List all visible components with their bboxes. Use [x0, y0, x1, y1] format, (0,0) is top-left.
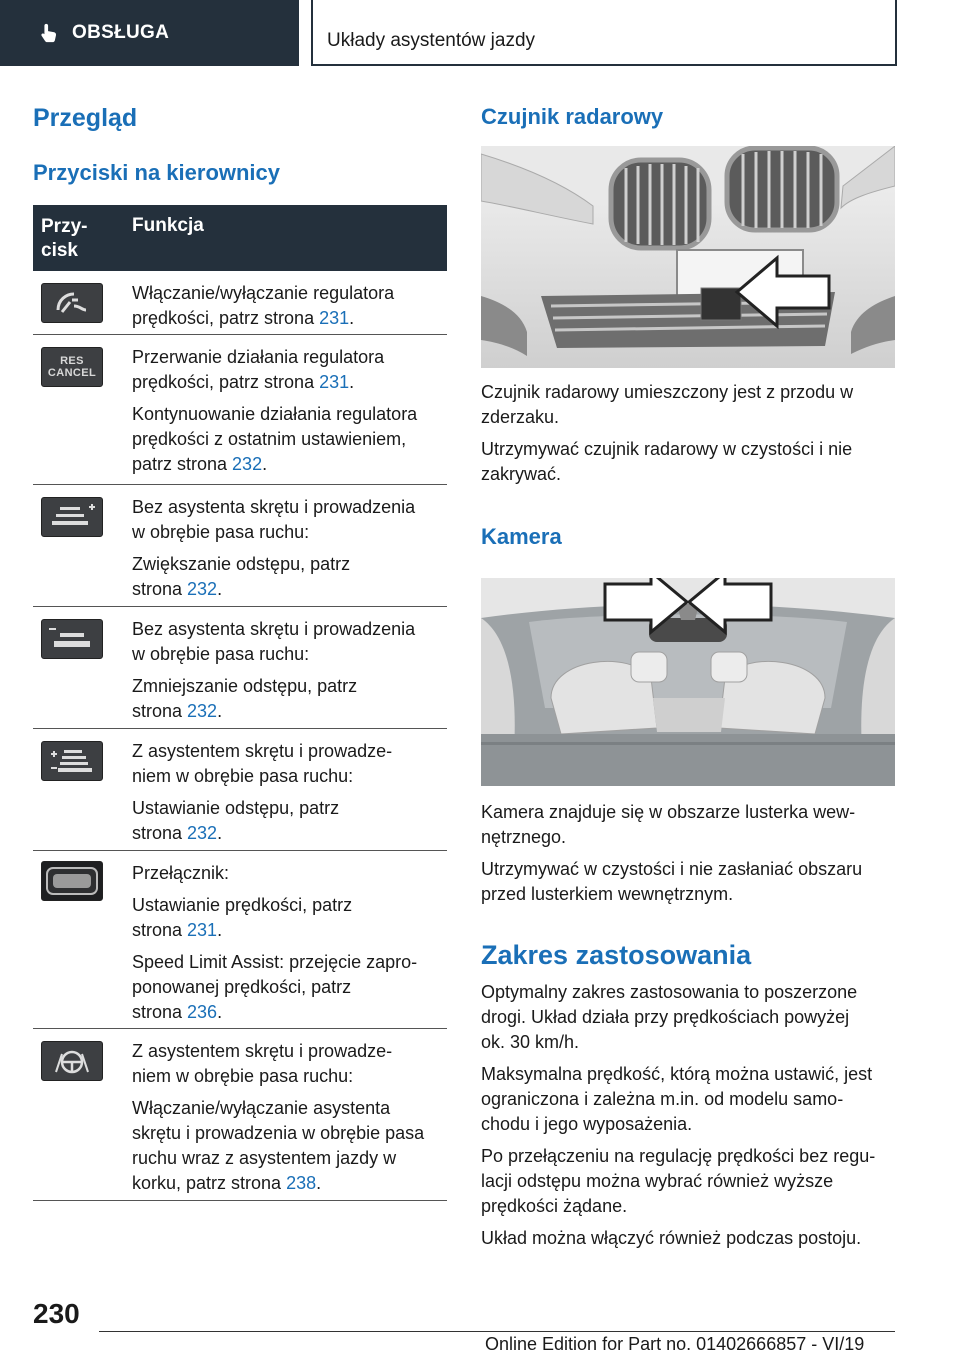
camera-title: Kamera — [481, 524, 562, 549]
table-row — [33, 271, 447, 335]
description-text: patrz strona — [132, 454, 233, 474]
function-description — [132, 345, 444, 484]
distance-decrease-icon — [41, 619, 103, 659]
description-text: Bez asystenta skrętu i prowadzenia — [132, 497, 416, 517]
chapter-title: Układy asystentów jazdy — [327, 30, 536, 51]
description-text: . — [349, 372, 355, 392]
description-paragraph — [132, 950, 444, 1025]
description-text: . — [217, 823, 223, 843]
function-description — [132, 1039, 444, 1203]
section-label: OBSŁUGA — [72, 22, 170, 43]
function-description — [132, 617, 444, 731]
radar-title: Czujnik radarowy — [481, 104, 664, 129]
description-text: . — [217, 920, 223, 940]
page-number: 230 — [33, 1298, 80, 1329]
description-text: ponowanej prędkości, patrz — [132, 977, 352, 997]
section-tab — [0, 0, 299, 66]
res-cancel-icon — [41, 347, 103, 387]
text-line: lacji odstępu można wybrać również wyższe — [481, 1171, 834, 1191]
range-description — [481, 980, 895, 1258]
table-row — [33, 851, 447, 1029]
text-line: prędkości żądane. — [481, 1196, 628, 1216]
text-line: drogi. Układ działa przy prędkościach powyżej — [481, 1007, 850, 1027]
text-line: ok. 30 km/h. — [481, 1032, 580, 1052]
description-text: skrętu i prowadzenia w obrębie pasa — [132, 1123, 425, 1143]
description-text: . — [316, 1173, 322, 1193]
table-row — [33, 335, 447, 485]
description-paragraph — [132, 861, 444, 886]
footer-rule — [99, 1331, 895, 1332]
radar-paragraph-2 — [481, 437, 895, 487]
description-paragraph — [132, 674, 444, 724]
description-paragraph — [132, 739, 444, 789]
description-text: Zmniejszanie odstępu, patrz — [132, 676, 358, 696]
subsection-title: Przyciski na kierownicy — [33, 160, 281, 185]
text-line: nętrznego. — [481, 827, 567, 847]
hand-pointer-icon — [38, 22, 60, 44]
radar-sensor-image — [481, 146, 895, 368]
description-text: Włączanie/wyłączanie regulatora — [132, 283, 395, 303]
text-line: Kamera znajduje się w obszarze lusterka wew- — [481, 802, 856, 822]
col-button-header — [41, 215, 87, 263]
description-paragraph — [132, 796, 444, 846]
button-table — [33, 205, 447, 1201]
page-reference-link[interactable]: 232 — [187, 701, 218, 721]
text-line: przed lusterkiem wewnętrznym. — [481, 884, 734, 904]
text-line: zakrywać. — [481, 464, 562, 484]
description-text: Speed Limit Assist: przejęcie zapro- — [132, 952, 418, 972]
table-row — [33, 1029, 447, 1201]
text-line: Utrzymywać w czystości i nie zasłaniać obszaru — [481, 859, 863, 879]
description-text: niem w obrębie pasa ruchu: — [132, 1066, 354, 1086]
function-description — [132, 281, 444, 338]
page-reference-link[interactable]: 238 — [286, 1173, 317, 1193]
range-title: Zakres zastosowania — [481, 940, 752, 970]
table-row — [33, 607, 447, 729]
description-text: niem w obrębie pasa ruchu: — [132, 766, 354, 786]
description-text: Zwiększanie odstępu, patrz — [132, 554, 351, 574]
page-reference-link[interactable]: 231 — [319, 372, 350, 392]
description-text: Przełącznik: — [132, 863, 230, 883]
button-label-line: CANCEL — [47, 367, 97, 379]
description-text: strona — [132, 701, 188, 721]
description-paragraph — [132, 402, 444, 477]
description-text: . — [217, 701, 223, 721]
description-text: . — [217, 579, 223, 599]
text-line: Optymalny zakres zastosowania to poszerzone — [481, 982, 858, 1002]
description-paragraph — [132, 893, 444, 943]
page-reference-link[interactable]: 236 — [187, 1002, 218, 1022]
description-text: Włączanie/wyłączanie asystenta — [132, 1098, 391, 1118]
description-text: Z asystentem skrętu i prowadze- — [132, 1041, 393, 1061]
description-text: korku, patrz strona — [132, 1173, 287, 1193]
description-text: ruchu wraz z asystentem jazdy w — [132, 1148, 397, 1168]
camera-paragraph-1 — [481, 800, 895, 850]
description-text: strona — [132, 1002, 188, 1022]
description-paragraph — [132, 1039, 444, 1089]
description-text: prędkości, patrz strona — [132, 372, 320, 392]
description-text: Przerwanie działania regulatora — [132, 347, 385, 367]
text-line: Utrzymywać czujnik radarowy w czystości i nie — [481, 439, 853, 459]
description-text: strona — [132, 823, 188, 843]
col-button-header-line: Przy- — [41, 216, 88, 237]
steering-assist-icon — [41, 1041, 103, 1081]
chapter-box — [311, 0, 897, 66]
description-text: . — [217, 1002, 223, 1022]
text-line: chodu i jego wyposażenia. — [481, 1114, 693, 1134]
rocker-switch-icon — [41, 861, 103, 901]
function-description — [132, 495, 444, 609]
text-line: Maksymalna prędkość, którą można ustawić, jest — [481, 1064, 873, 1084]
page-reference-link[interactable]: 231 — [319, 308, 350, 328]
camera-image — [481, 578, 895, 786]
text-line: Układ można włączyć również podczas postoju. — [481, 1228, 862, 1248]
camera-description — [481, 800, 895, 914]
description-paragraph — [132, 281, 444, 331]
button-label-line: RES — [60, 355, 84, 367]
description-paragraph — [132, 495, 444, 545]
description-text: . — [349, 308, 355, 328]
camera-paragraph-2 — [481, 857, 895, 907]
radar-description — [481, 380, 895, 494]
section-title: Przegląd — [33, 104, 138, 132]
table-row — [33, 485, 447, 607]
function-description — [132, 739, 444, 853]
page-header — [0, 0, 960, 66]
edition-note: Online Edition for Part no. 01402666857 - VI/19 — [485, 1334, 865, 1354]
description-text: . — [262, 454, 268, 474]
text-line: Czujnik radarowy umieszczony jest z przodu w — [481, 382, 854, 402]
description-paragraph — [132, 552, 444, 602]
page-reference-link[interactable]: 232 — [187, 579, 218, 599]
table-header — [33, 205, 447, 271]
description-text: strona — [132, 920, 188, 940]
description-text: Z asystentem skrętu i prowadze- — [132, 741, 393, 761]
text-line: zderzaku. — [481, 407, 560, 427]
range-paragraph-4 — [481, 1226, 895, 1251]
range-paragraph-1 — [481, 980, 895, 1055]
description-text: prędkości z ostatnim ustawieniem, — [132, 429, 407, 449]
distance-set-icon — [41, 741, 103, 781]
col-button-header-line: cisk — [41, 240, 78, 261]
text-line: Po przełączeniu na regulację prędkości bez regu- — [481, 1146, 876, 1166]
description-paragraph — [132, 617, 444, 667]
description-paragraph — [132, 1096, 444, 1196]
description-paragraph — [132, 345, 444, 395]
description-text: w obrębie pasa ruchu: — [132, 522, 310, 542]
page-reference-link[interactable]: 232 — [187, 823, 218, 843]
range-paragraph-2 — [481, 1062, 895, 1137]
page-reference-link[interactable]: 231 — [187, 920, 218, 940]
cruise-control-icon — [41, 283, 103, 323]
text-line: ograniczona i zależna m.in. od modelu samo- — [481, 1089, 844, 1109]
description-text: Kontynuowanie działania regulatora — [132, 404, 418, 424]
description-text: Ustawianie odstępu, patrz — [132, 798, 340, 818]
function-description — [132, 861, 444, 1032]
description-text: Ustawianie prędkości, patrz — [132, 895, 353, 915]
description-text: strona — [132, 579, 188, 599]
table-row — [33, 729, 447, 851]
description-text: prędkości, patrz strona — [132, 308, 320, 328]
page-reference-link[interactable]: 232 — [232, 454, 263, 474]
range-paragraph-3 — [481, 1144, 895, 1219]
description-text: Bez asystenta skrętu i prowadzenia — [132, 619, 416, 639]
radar-paragraph-1 — [481, 380, 895, 430]
col-function-header: Funkcja — [132, 215, 204, 236]
description-text: w obrębie pasa ruchu: — [132, 644, 310, 664]
distance-increase-icon — [41, 497, 103, 537]
